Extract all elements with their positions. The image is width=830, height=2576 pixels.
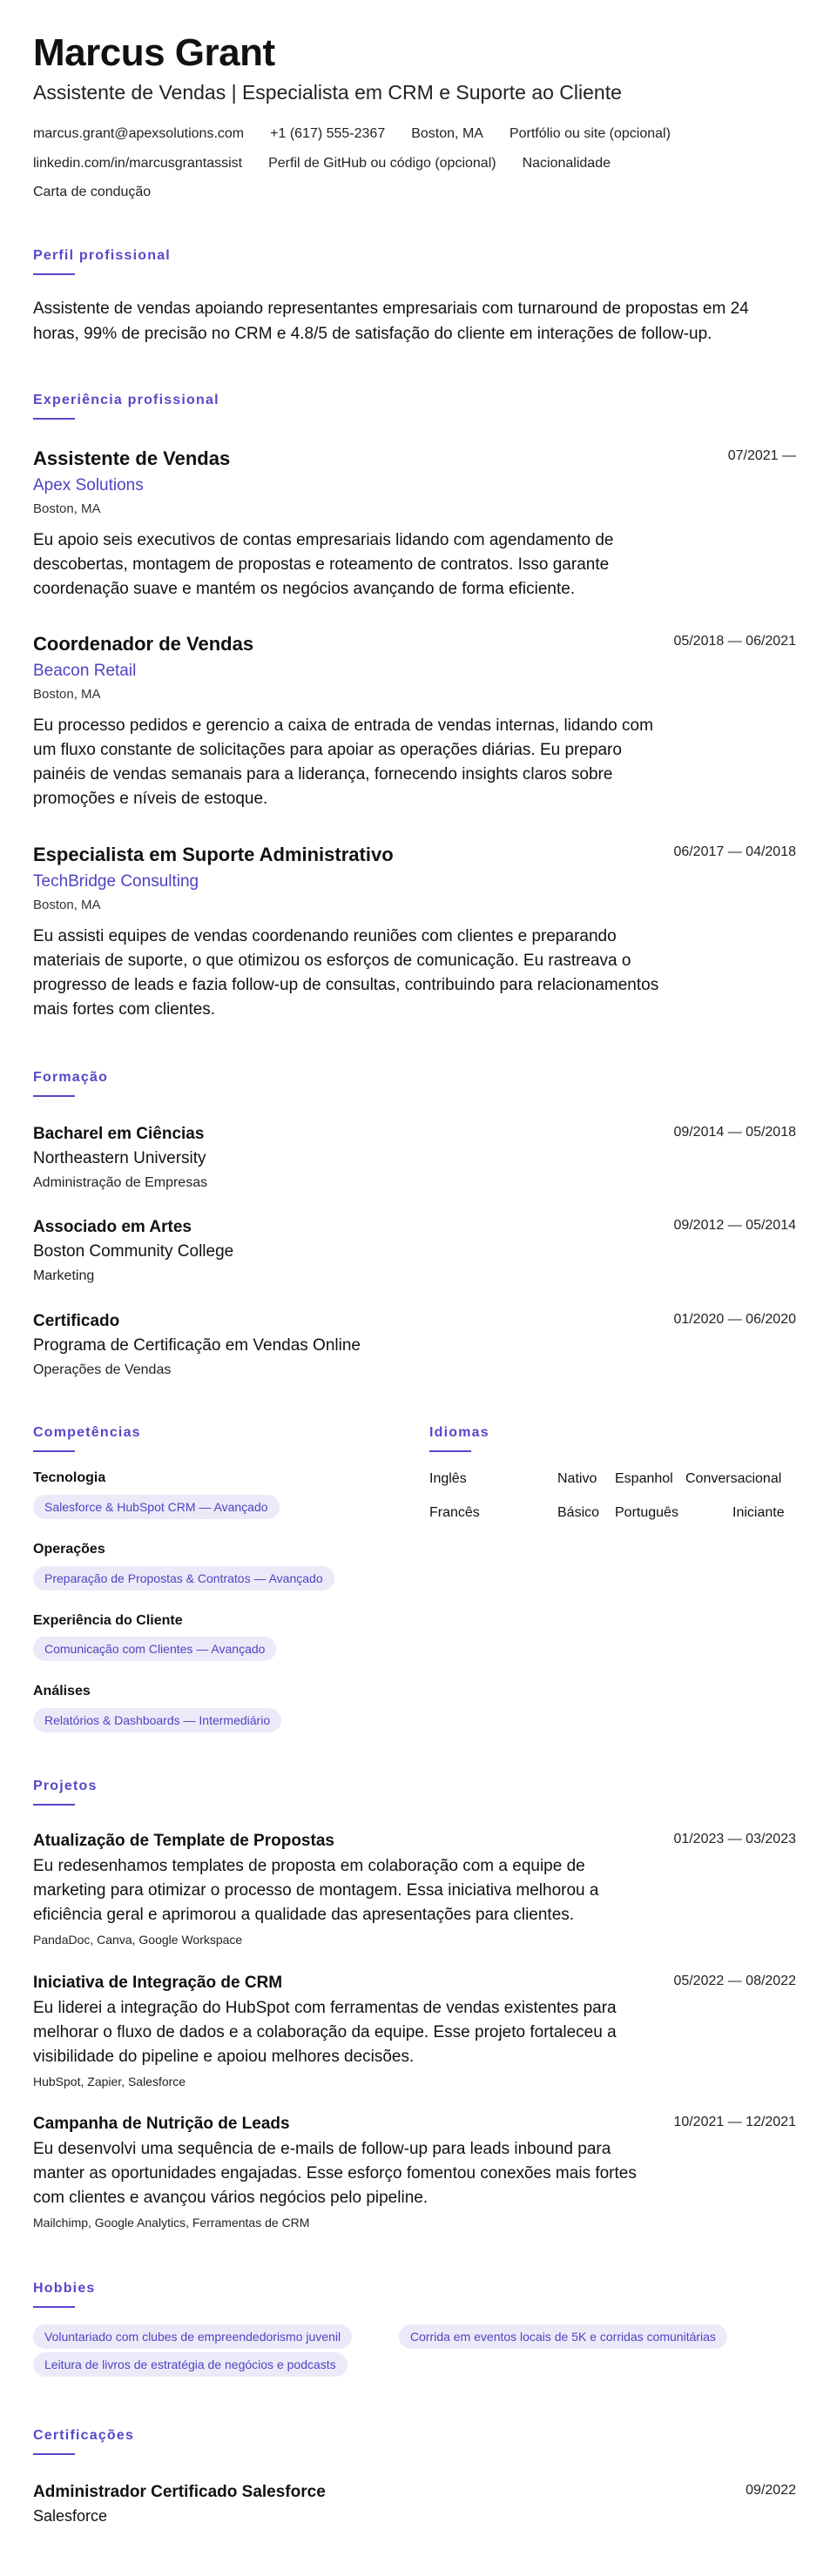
section-rule [33, 2453, 75, 2455]
hobby-pill: Corrida em eventos locais de 5K e corridas comunitárias [399, 2324, 727, 2349]
job-title: Assistente de Vendas [33, 447, 231, 469]
section-title-profile: Perfil profissional [33, 248, 171, 263]
skill-pill: Salesforce & HubSpot CRM — Avançado [33, 1495, 280, 1519]
education-entry [33, 1216, 796, 1286]
contact-row-3 [33, 184, 151, 201]
project-description: Eu redesenhamos templates de proposta em colaboração com a equipe de marketing para otimizar o processo de montagem. Essa iniciativa melhorou a eficiência geral e aprimorou a qualidade das apresentações para clientes. [33, 1857, 599, 1924]
project-description: Eu liderei a integração do HubSpot com ferramentas de vendas existentes para melhorar o fluxo de dados e a colaboração da equipe. Esse projeto fortaleceu a visibilidade do pipeline e apoiou melhores decisões. [33, 1999, 617, 2066]
section-title-projects: Projetos [33, 1779, 98, 1793]
contact-row-2 [33, 155, 611, 172]
skill-category: Tecnologia [33, 1470, 106, 1485]
section-rule [33, 1450, 75, 1452]
skill-category: Análises [33, 1684, 91, 1698]
degree-name: Associado em Artes [33, 1218, 192, 1236]
education-entry [33, 1123, 796, 1193]
job-description: Eu apoio seis executivos de contas empresariais lidando com agendamento de descobertas, montagem de propostas e roteamento de contratos. Isso garante coordenação suave e mantém os negócios avançando de forma eficiente. [33, 531, 614, 598]
project-description: Eu desenvolvi uma sequência de e-mails de follow-up para leads inbound para manter as oportunidades engajadas. Esse esforço fomentou conexões mais fortes com clientes e avançou vários negócios pelo pipeline. [33, 2140, 637, 2207]
project-dates: 01/2023 — 03/2023 [673, 1832, 796, 1846]
study-field: Operações de Vendas [33, 1362, 172, 1377]
project-entry [33, 1972, 796, 2090]
education-dates: 09/2014 — 05/2018 [673, 1125, 796, 1140]
education-dates: 09/2012 — 05/2014 [673, 1218, 796, 1233]
company-name: TechBridge Consulting [33, 872, 199, 891]
project-tools: PandaDoc, Canva, Google Workspace [33, 1933, 243, 1947]
education-entry [33, 1310, 796, 1380]
section-rule [429, 1450, 471, 1452]
job-title: Coordenador de Vendas [33, 633, 254, 655]
project-entry [33, 1830, 796, 1948]
experience-entry [33, 632, 796, 811]
language-name: Espanhol [615, 1471, 673, 1486]
school-name: Boston Community College [33, 1242, 234, 1261]
candidate-headline: Assistente de Vendas | Especialista em CRM e Suporte ao Cliente [33, 81, 622, 104]
contact-github[interactable]: Perfil de GitHub ou código (opcional) [268, 156, 496, 171]
study-field: Administração de Empresas [33, 1175, 208, 1190]
contact-license: Carta de condução [33, 185, 152, 199]
job-location: Boston, MA [33, 898, 101, 912]
study-field: Marketing [33, 1268, 95, 1283]
section-title-certifications: Certificações [33, 2428, 135, 2443]
experience-entry [33, 447, 796, 602]
project-tools: Mailchimp, Google Analytics, Ferramentas de CRM [33, 2216, 310, 2230]
contact-phone[interactable]: +1 (617) 555-2367 [270, 126, 386, 141]
project-title: Iniciativa de Integração de CRM [33, 1974, 283, 1992]
language-level: Conversacional [685, 1471, 782, 1486]
education-dates: 01/2020 — 06/2020 [673, 1312, 796, 1327]
job-location: Boston, MA [33, 687, 101, 702]
section-title-education: Formação [33, 1070, 109, 1085]
project-title: Atualização de Template de Propostas [33, 1832, 334, 1850]
certification-name: Administrador Certificado Salesforce [33, 2483, 326, 2501]
project-dates: 05/2022 — 08/2022 [673, 1974, 796, 1988]
section-title-hobbies: Hobbies [33, 2281, 96, 2296]
job-description: Eu processo pedidos e gerencio a caixa de entrada de vendas internas, lidando com um fluxo constante de solicitações para apoiar as operações diárias. Eu preparo painéis de vendas semanais para a liderança, fornecendo insights claros sobre promoções e níveis de estoque. [33, 716, 653, 808]
contact-row-1 [33, 125, 671, 143]
job-location: Boston, MA [33, 501, 101, 516]
degree-name: Bacharel em Ciências [33, 1125, 205, 1143]
job-dates: 05/2018 — 06/2021 [673, 634, 796, 649]
language-level: Iniciante [732, 1505, 785, 1520]
project-entry [33, 2113, 796, 2231]
project-dates: 10/2021 — 12/2021 [673, 2115, 796, 2129]
hobby-pill: Leitura de livros de estratégia de negócios e podcasts [33, 2352, 348, 2377]
company-name: Beacon Retail [33, 662, 137, 680]
section-rule [33, 1095, 75, 1097]
profile-summary: Assistente de vendas apoiando representantes empresariais com turnaround de propostas em 24 horas, 99% de precisão no CRM e 4.8/5 de satisfação do cliente em interações de follow-up. [33, 299, 749, 343]
contact-portfolio[interactable]: Portfólio ou site (opcional) [509, 126, 671, 141]
contact-nationality: Nacionalidade [522, 156, 611, 171]
language-name: Português [615, 1505, 678, 1520]
candidate-name: Marcus Grant [33, 31, 275, 74]
contact-linkedin[interactable]: linkedin.com/in/marcusgrantassist [33, 156, 243, 171]
project-tools: HubSpot, Zapier, Salesforce [33, 2075, 186, 2088]
experience-entry [33, 843, 796, 1022]
section-title-languages: Idiomas [429, 1425, 489, 1440]
language-level: Básico [557, 1505, 600, 1520]
degree-name: Certificado [33, 1312, 120, 1330]
hobby-pill: Voluntariado com clubes de empreendedorismo juvenil [33, 2324, 352, 2349]
company-name: Apex Solutions [33, 476, 144, 494]
section-title-experience: Experiência profissional [33, 393, 219, 407]
school-name: Northeastern University [33, 1149, 206, 1167]
project-title: Campanha de Nutrição de Leads [33, 2115, 290, 2133]
school-name: Programa de Certificação em Vendas Online [33, 1336, 361, 1355]
resume-page [33, 0, 796, 2576]
job-dates: 06/2017 — 04/2018 [673, 844, 796, 859]
skill-pill: Relatórios & Dashboards — Intermediário [33, 1708, 281, 1732]
language-level: Nativo [557, 1471, 597, 1486]
section-rule [33, 2306, 75, 2308]
skill-pill: Comunicação com Clientes — Avançado [33, 1637, 276, 1661]
job-dates: 07/2021 — [727, 448, 796, 463]
language-name: Inglês [429, 1471, 467, 1486]
section-rule [33, 418, 75, 420]
language-name: Francês [429, 1505, 480, 1520]
job-title: Especialista em Suporte Administrativo [33, 844, 394, 865]
section-rule [33, 1804, 75, 1806]
section-title-skills: Competências [33, 1425, 141, 1440]
skill-category: Operações [33, 1542, 105, 1557]
contact-location: Boston, MA [411, 126, 483, 141]
skill-category: Experiência do Cliente [33, 1613, 183, 1628]
certification-issuer: Salesforce [33, 2507, 108, 2525]
certification-date: 09/2022 [746, 2483, 796, 2498]
section-rule [33, 273, 75, 275]
contact-email[interactable]: marcus.grant@apexsolutions.com [33, 126, 245, 141]
skill-pill: Preparação de Propostas & Contratos — Avançado [33, 1566, 334, 1591]
job-description: Eu assisti equipes de vendas coordenando reuniões com clientes e preparando materiais de suporte, o que otimizou os esforços de comunicação. Eu rastreava o progresso de leads e fazia follow-up de consultas, contribuindo para relacionamentos mais fortes com clientes. [33, 927, 659, 1019]
certification-entry [33, 2481, 796, 2526]
